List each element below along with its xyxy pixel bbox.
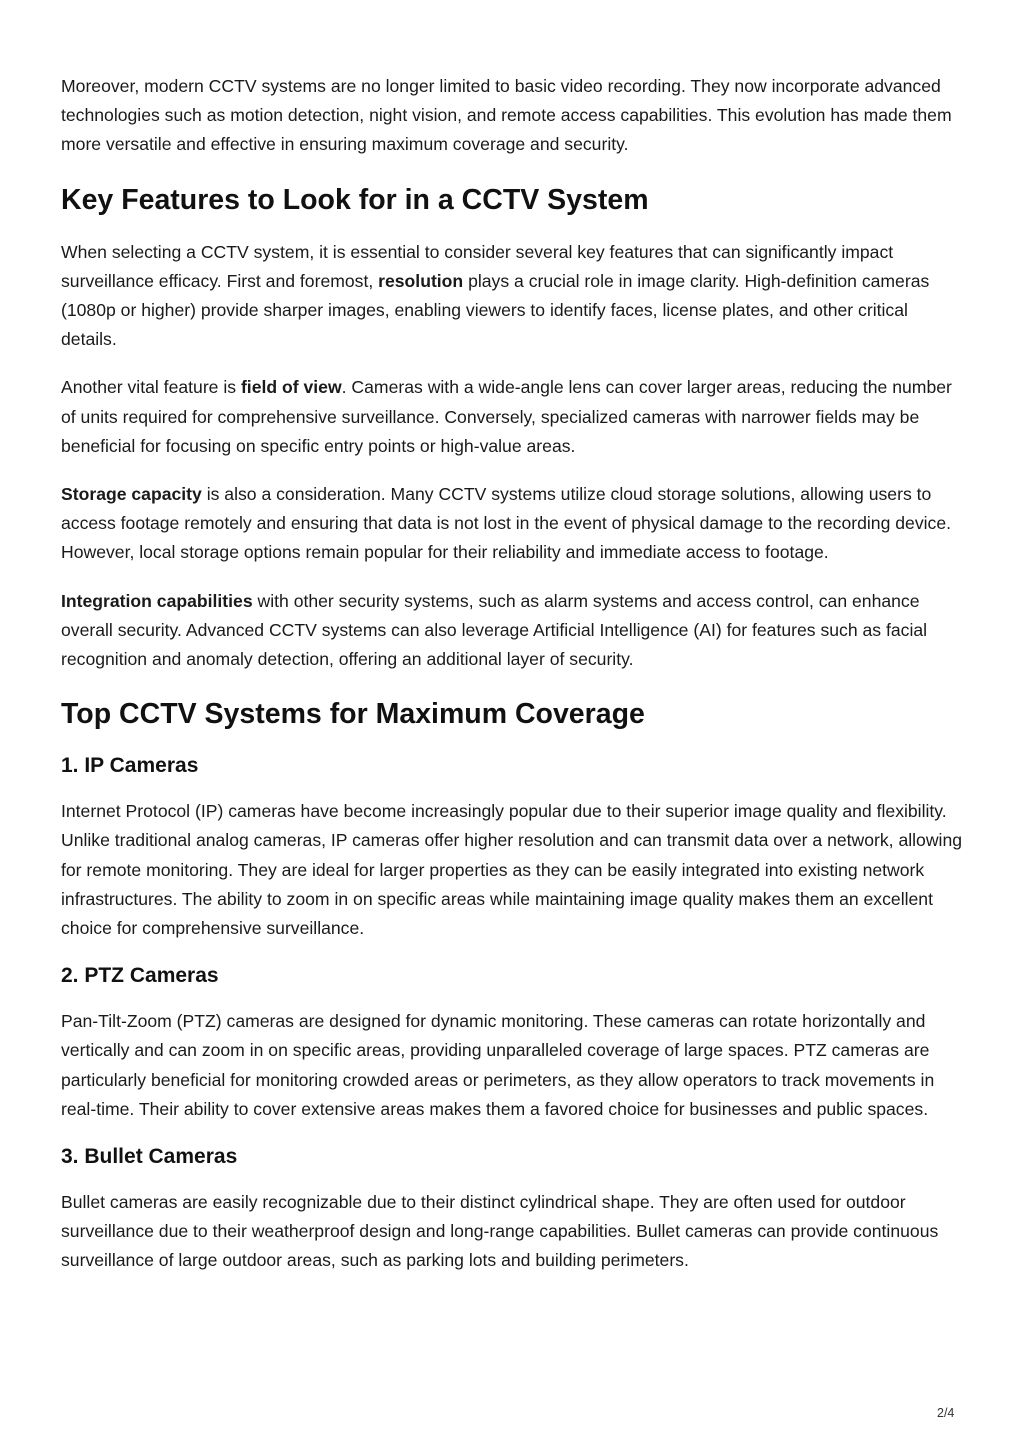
bullet-cameras-paragraph: Bullet cameras are easily recognizable due to their distinct cylindrical shape. They are often used for outdoor surveillance due to their weatherproof design and long-range capabilities. Bullet cameras can provide continuous surveillance of large outdoor areas, such as parking lots and building perimeters. <box>61 1192 939 1271</box>
top-systems-heading: Top CCTV Systems for Maximum Coverage <box>61 698 645 731</box>
bullet-cameras-heading: 3. Bullet Cameras <box>61 1145 238 1169</box>
resolution-text-after: plays a crucial role in image clarity. High-definition cameras (1080p or higher) provide sharper images, enabling viewers to identify faces, license plates, and other critical details. <box>61 270 930 350</box>
resolution-term: resolution <box>378 270 464 291</box>
ip-cameras-paragraph: Internet Protocol (IP) cameras have become increasingly popular due to their superior image quality and flexibility. Unlike traditional analog cameras, IP cameras offer higher resolution and can transmit data over a network, allowing for remote monitoring. They are ideal for larger properties as they can be easily integrated into existing network infrastructures. The ability to zoom in on specific areas while maintaining image quality makes them an excellent choice for comprehensive surveillance. <box>61 801 963 939</box>
field-of-view-text-after: . Cameras with a wide-angle lens can cover larger areas, reducing the number of units required for comprehensive surveillance. Conversely, specialized cameras with narrower fields may be beneficial for focusing on specific entry points or high-value areas. <box>61 377 952 456</box>
ip-cameras-heading: 1. IP Cameras <box>61 754 199 778</box>
document-page <box>61 72 966 1295</box>
ptz-cameras-paragraph: Pan-Tilt-Zoom (PTZ) cameras are designed for dynamic monitoring. These cameras can rotate horizontally and vertically and can zoom in on specific areas, providing unparalleled coverage of large spaces. PTZ cameras are particularly beneficial for monitoring crowded areas or perimeters, as they allow operators to track movements in real-time. Their ability to cover extensive areas makes them a favored choice for businesses and public spaces. <box>61 1011 935 1119</box>
integration-paragraph <box>61 587 966 675</box>
field-of-view-paragraph <box>61 373 966 461</box>
key-features-heading: Key Features to Look for in a CCTV System <box>61 183 649 216</box>
field-of-view-term: field of view <box>240 377 342 398</box>
integration-term: Integration capabilities <box>61 590 253 611</box>
field-of-view-text-before: Another vital feature is <box>61 377 241 398</box>
ptz-cameras-heading: 2. PTZ Cameras <box>61 964 219 988</box>
intro-paragraph: Moreover, modern CCTV systems are no longer limited to basic video recording. They now incorporate advanced technologies such as motion detection, night vision, and remote access capabilities. This evolution has made them more versatile and effective in ensuring maximum coverage and security. <box>61 76 952 155</box>
integration-text-after: with other security systems, such as alarm systems and access control, can enhance overall security. Advanced CCTV systems can also leverage Artificial Intelligence (AI) for features such as facial recognition and anomaly detection, offering an additional layer of security. <box>61 590 928 670</box>
storage-paragraph <box>61 480 966 568</box>
storage-text-after: is also a consideration. Many CCTV systems utilize cloud storage solutions, allowing users to access footage remotely and ensuring that data is not lost in the event of physical damage to the recording device. However, local storage options remain popular for their reliability and immediate access to footage. <box>61 484 951 563</box>
resolution-paragraph <box>61 238 966 355</box>
page-number: 2/4 <box>937 1406 955 1420</box>
storage-term: Storage capacity <box>61 484 202 505</box>
resolution-text-before: When selecting a CCTV system, it is essential to consider several key features that can significantly impact surveillance efficacy. First and foremost, <box>61 241 894 291</box>
